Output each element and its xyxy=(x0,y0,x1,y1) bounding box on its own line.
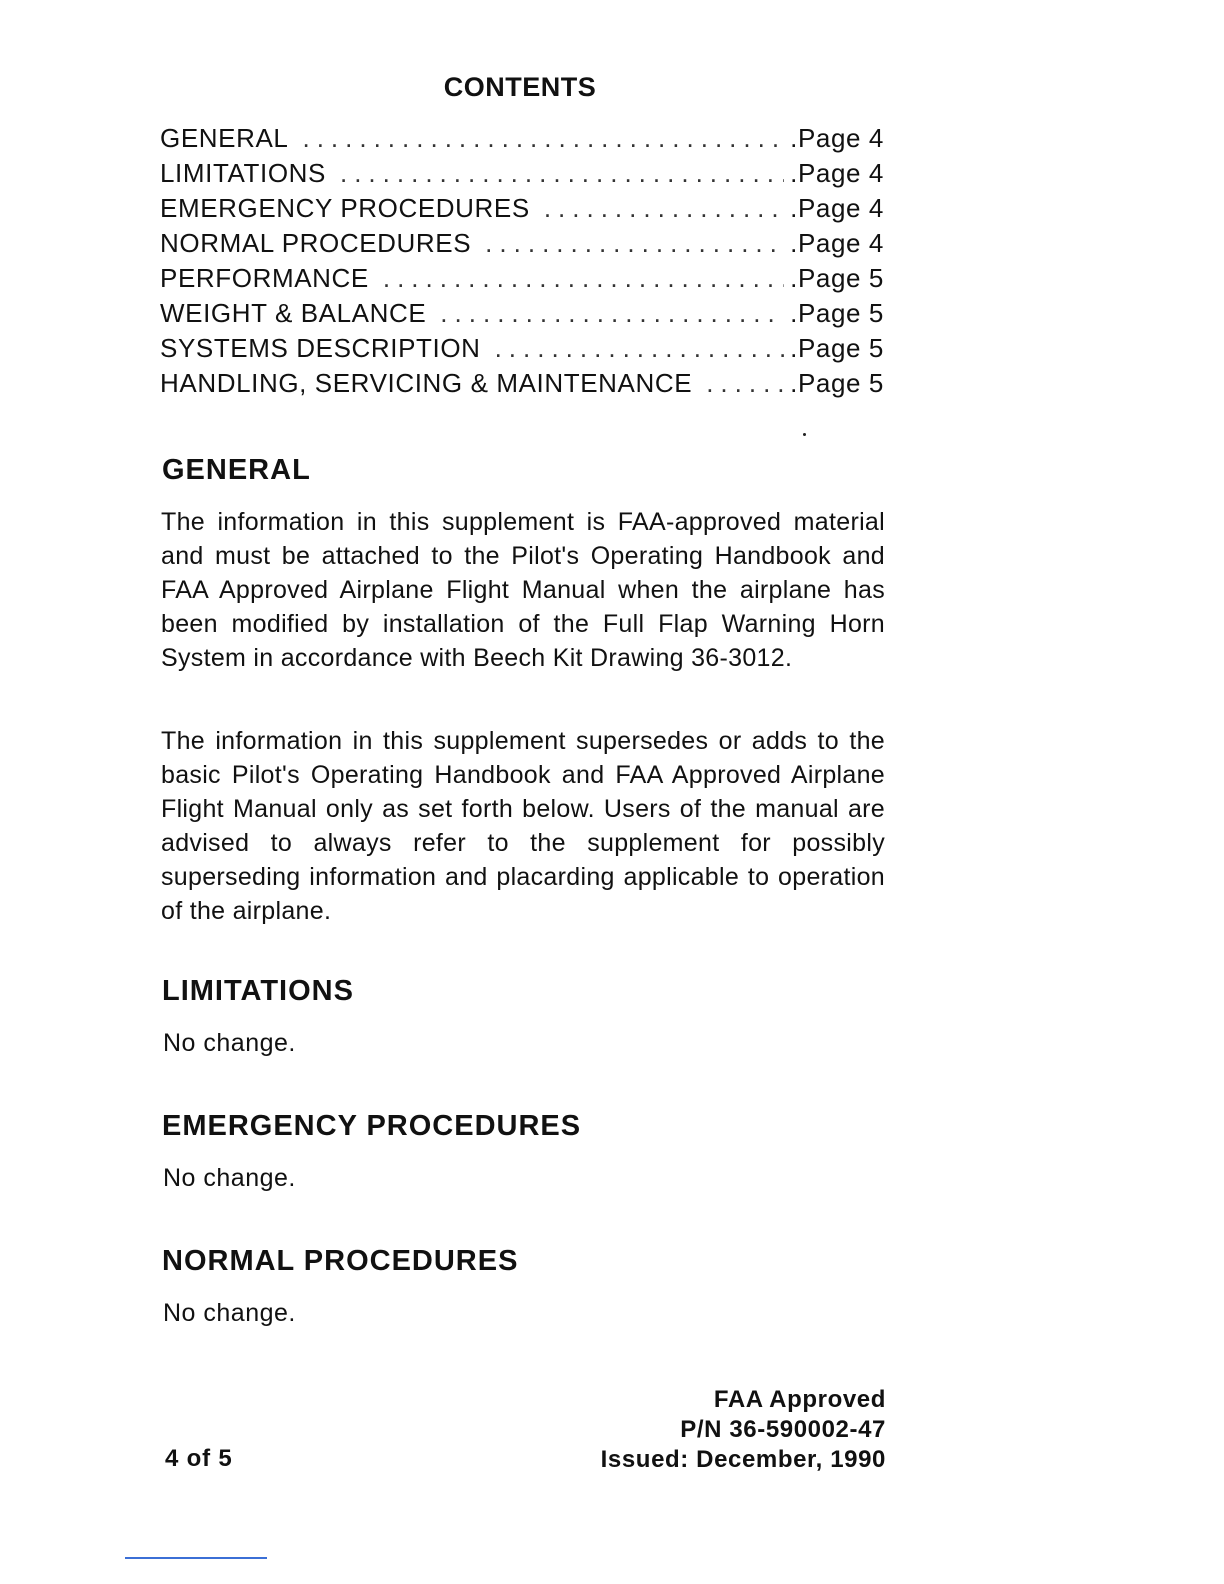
toc-leader-dots xyxy=(440,298,784,329)
toc-item-label: HANDLING, SERVICING & MAINTENANCE xyxy=(160,368,693,398)
normal-text: No change. xyxy=(163,1299,296,1327)
scan-speck xyxy=(803,433,806,436)
toc-item-label: WEIGHT & BALANCE xyxy=(160,298,427,328)
toc-item-page: .Page 4 xyxy=(790,123,884,153)
toc-item[interactable] xyxy=(160,228,884,263)
toc-leader-dots xyxy=(383,263,784,294)
edge-line xyxy=(125,1557,267,1559)
toc-item[interactable] xyxy=(160,298,884,333)
footer-approval-block xyxy=(601,1385,886,1475)
page-number: 4 of 5 xyxy=(165,1445,233,1472)
toc-item-label: NORMAL PROCEDURES xyxy=(160,228,472,258)
contents-title: CONTENTS xyxy=(443,72,597,102)
toc-item-page: .Page 4 xyxy=(790,193,884,223)
toc-item-label: EMERGENCY PROCEDURES xyxy=(160,193,530,223)
general-paragraph-2: The information in this supplement supersedes or adds to the basic Pilot's Operating Handbook and FAA Approved Airplane Flight Manual only as set forth below. Users of the manual are advised to always refer to the supplement for possibly superseding information and placarding applicable to operation of the airplane. xyxy=(161,727,885,925)
toc-leader-dots xyxy=(485,228,784,259)
toc-item[interactable] xyxy=(160,123,884,158)
faa-approved-label: FAA Approved xyxy=(713,1386,886,1413)
toc-leader-dots xyxy=(302,123,784,154)
toc-item-page: .Page 5 xyxy=(790,263,884,293)
toc-item-label: GENERAL xyxy=(160,123,289,153)
part-number: P/N 36-590002-47 xyxy=(680,1416,886,1443)
toc-item-page: .Page 4 xyxy=(790,228,884,258)
toc-item-page: .Page 5 xyxy=(790,298,884,328)
toc-item[interactable] xyxy=(160,158,884,193)
toc-item-page: .Page 4 xyxy=(790,158,884,188)
toc-item-label: SYSTEMS DESCRIPTION xyxy=(160,333,481,363)
table-of-contents xyxy=(160,123,884,403)
emergency-text: No change. xyxy=(163,1164,296,1192)
toc-item[interactable] xyxy=(160,333,884,368)
toc-leader-dots xyxy=(544,193,784,224)
issue-date: Issued: December, 1990 xyxy=(600,1446,886,1473)
toc-item[interactable] xyxy=(160,368,884,403)
toc-leader-dots xyxy=(706,368,784,399)
toc-leader-dots xyxy=(340,158,784,189)
toc-item-page: .Page 5 xyxy=(790,333,884,363)
limitations-heading: LIMITATIONS xyxy=(162,975,354,1007)
emergency-heading: EMERGENCY PROCEDURES xyxy=(162,1110,582,1142)
general-heading: GENERAL xyxy=(162,454,311,486)
general-paragraph-1: The information in this supplement is FAA-approved material and must be attached to the Pilot's Operating Handbook and FAA Approved Airplane Flight Manual when the airplane has been modified by installation of the Full Flap Warning Horn System in accordance with Beech Kit Drawing 36-3012. xyxy=(161,508,885,672)
toc-item-page: .Page 5 xyxy=(790,368,884,398)
toc-item[interactable] xyxy=(160,193,884,228)
normal-heading: NORMAL PROCEDURES xyxy=(162,1245,519,1277)
limitations-text: No change. xyxy=(163,1029,296,1057)
toc-item[interactable] xyxy=(160,263,884,298)
toc-leader-dots xyxy=(495,333,785,364)
toc-item-label: LIMITATIONS xyxy=(160,158,326,188)
toc-item-label: PERFORMANCE xyxy=(160,263,369,293)
